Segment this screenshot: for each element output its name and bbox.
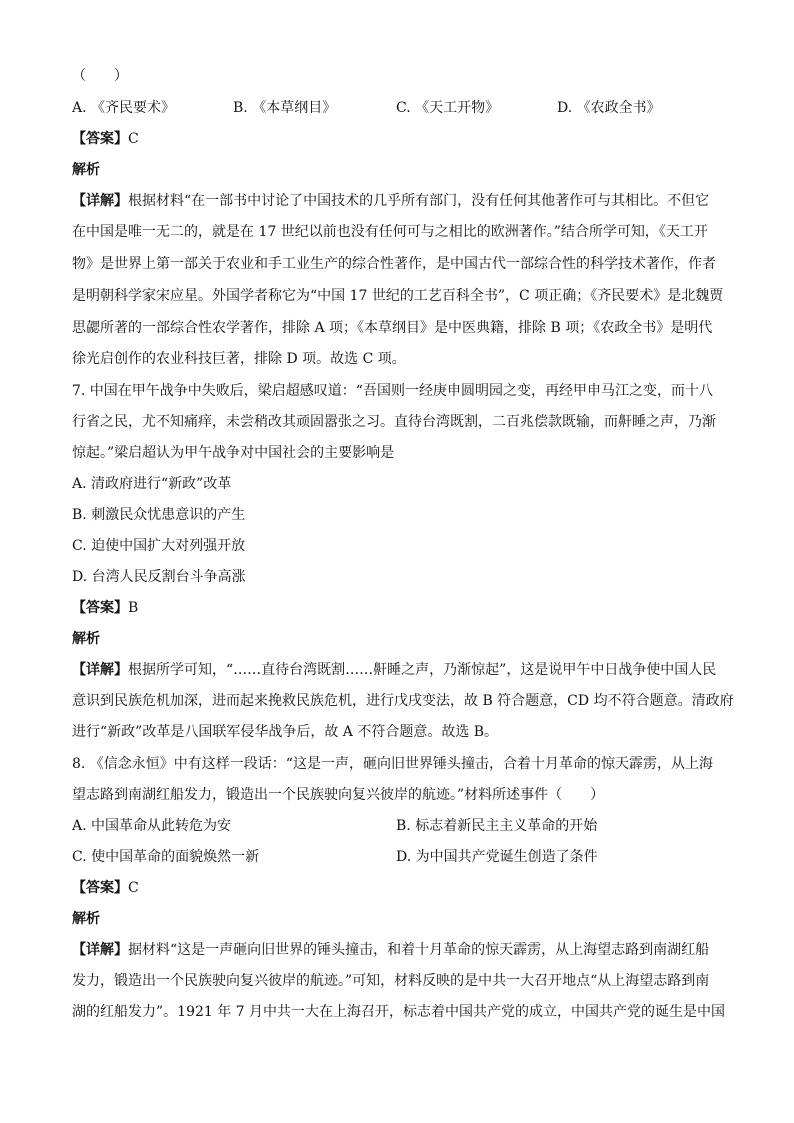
q6-detail-line: 徐光启创作的农业科技巨著，排除 D 项。故选 C 项。 xyxy=(72,351,406,367)
q6-option-d: D. 《农政全书》 xyxy=(557,100,661,116)
q8-detail-line xyxy=(72,941,722,959)
q6-option-c: C. 《天工开物》 xyxy=(396,100,500,116)
q8-analysis-label: 解析 xyxy=(72,911,100,927)
detail-text: 据材料“这是一声砸向旧世界的锤头撞击，和着十月革命的惊天霹雳，从上海望志路到南湖红船 xyxy=(128,942,710,958)
detail-tag: 【详解】 xyxy=(72,193,128,209)
q7-detail-line: 进行“新政”改革是八国联军侵华战争后，故 A 不符合题意。故选 B。 xyxy=(72,724,499,740)
answer-tag: 【答案】 xyxy=(72,600,128,616)
answer-value: C xyxy=(128,131,139,147)
q6-detail-line: 思勰所著的一部综合性农学著作，排除 A 项；《本草纲目》是中医典籍，排除 B 项；《农政全书》是明代 xyxy=(72,320,713,336)
q7-option-d: D. 台湾人民反割台斗争高涨 xyxy=(72,569,246,585)
q7-answer xyxy=(72,599,722,617)
q7-option-c: C. 迫使中国扩大对列强开放 xyxy=(72,538,246,554)
q7-stem-line: 惊起。”梁启超认为甲午战争对中国社会的主要影响是 xyxy=(72,445,395,461)
answer-tag: 【答案】 xyxy=(72,880,128,896)
q8-option-c: C. 使中国革命的面貌焕然一新 xyxy=(72,849,260,865)
q8-stem-line: 望志路到南湖红船发力，锻造出一个民族驶向复兴彼岸的航迹。”材料所述事件（ ） xyxy=(72,787,605,803)
q7-stem-line: 行省之民，尤不知痛痒，未尝稍改其顽固嚣张之习。直待台湾既割，二百兆偿款既输，而鼾睡之声，乃渐 xyxy=(72,414,716,430)
q8-option-d: D. 为中国共产党诞生创造了条件 xyxy=(396,849,598,865)
q8-option-b: B. 标志着新民主主义革命的开始 xyxy=(396,818,598,834)
q7-stem-line: 7. 中国在甲午战争中失败后，梁启超感叹道：“吾国则一经庚申圆明园之变，再经甲申马江之变，而十八 xyxy=(72,383,713,399)
answer-value: C xyxy=(128,880,139,896)
q6-option-a: A. 《齐民要术》 xyxy=(72,100,176,116)
q7-option-a: A. 清政府进行“新政”改革 xyxy=(72,476,232,492)
q7-option-b: B. 刺激民众忧患意识的产生 xyxy=(72,507,246,523)
q8-stem-line: 8. 《信念永恒》中有这样一段话：“这是一声，砸向旧世界锤头撞击，合着十月革命的惊天霹雳，从上海 xyxy=(72,756,713,772)
q7-detail-line xyxy=(72,661,722,679)
answer-blank: （ ） xyxy=(72,68,128,84)
q8-answer xyxy=(72,879,722,897)
q8-detail-line: 湖的红船发力”。1921 年 7 月中共一大在上海召开，标志着中国共产党的成立，中国共产党的诞生是中国 xyxy=(72,1004,726,1020)
detail-text: 根据所学可知，“……直待台湾既割……鼾睡之声，乃渐惊起”，这是说甲午中日战争使中国人民 xyxy=(128,662,717,678)
q7-detail-line: 意识到民族危机加深，进而起来挽救民族危机，进行戊戌变法，故 B 符合题意，CD 均不符合题意。清政府 xyxy=(72,693,734,709)
detail-text: 根据材料“在一部书中讨论了中国技术的几乎所有部门，没有任何其他著作可与其相比。不但它 xyxy=(128,193,710,209)
q6-detail-line: 在中国是唯一无二的，就是在 17 世纪以前也没有任何可与之相比的欧洲著作。”结合所学可知，《天工开 xyxy=(72,224,708,240)
q6-detail-line: 是明朝科学家宋应星。外国学者称它为“中国 17 世纪的工艺百科全书”，C 项正确；《齐民要术》是北魏贾 xyxy=(72,288,724,304)
q7-analysis-label: 解析 xyxy=(72,631,100,647)
q6-answer xyxy=(72,130,722,148)
q8-option-a: A. 中国革命从此转危为安 xyxy=(72,818,232,834)
q8-detail-line: 发力，锻造出一个民族驶向复兴彼岸的航迹。”可知，材料反映的是中共一大召开地点“从上海望志路到南 xyxy=(72,973,710,989)
q6-detail-line: 物》是世界上第一部关于农业和手工业生产的综合性著作，是中国古代一部综合性的科学技术著作，作者 xyxy=(72,256,716,272)
q6-option-b: B. 《本草纲目》 xyxy=(233,100,337,116)
detail-tag: 【详解】 xyxy=(72,942,128,958)
q6-detail-line xyxy=(72,192,722,210)
q6-analysis-label: 解析 xyxy=(72,162,100,178)
answer-tag: 【答案】 xyxy=(72,131,128,147)
answer-value: B xyxy=(128,600,139,616)
detail-tag: 【详解】 xyxy=(72,662,128,678)
